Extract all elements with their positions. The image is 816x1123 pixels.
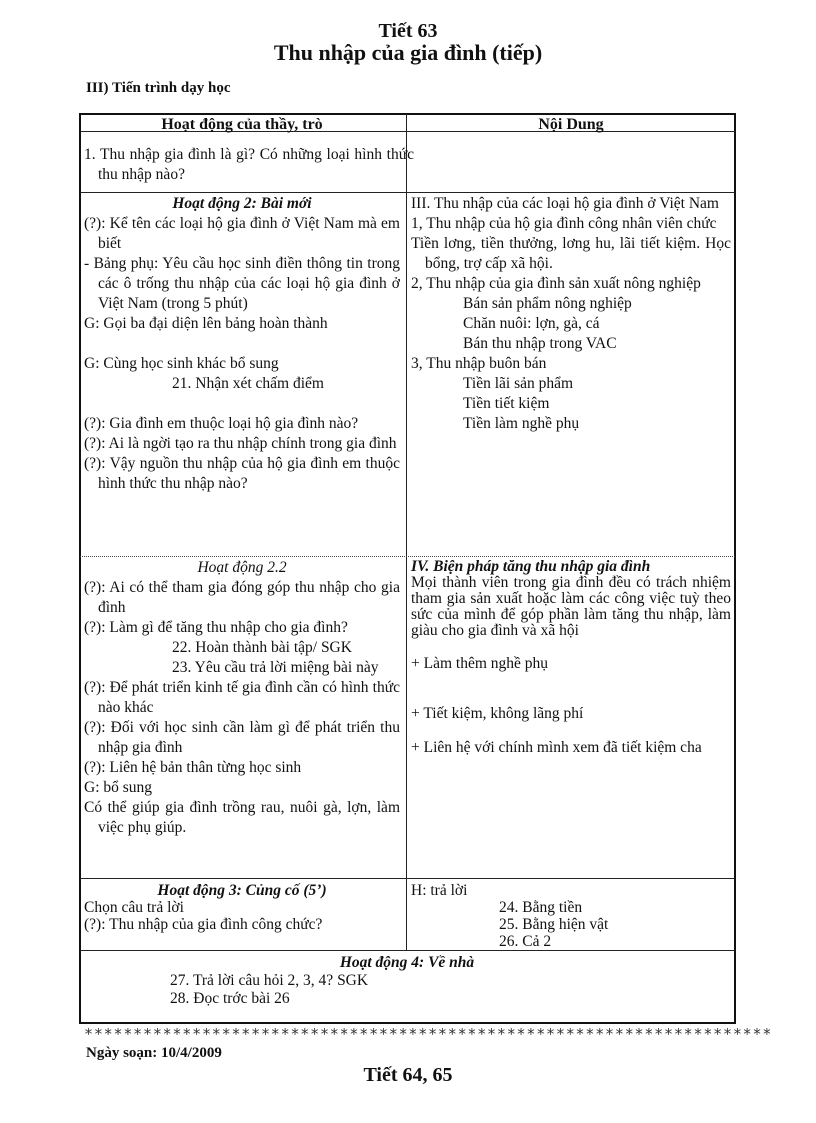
- income-types-block: [411, 194, 731, 434]
- teacher-line: Chọn câu trả lời: [84, 899, 184, 916]
- teacher-line: G: Cùng học sinh khác bổ sung: [84, 355, 279, 372]
- content-text: Mọi thành viên trong gia đình đều có trách nhiệm tham gia sản xuất hoặc làm các công việc tuỳ theo sức của mình để góp phần làm tăng thu nhập, làm giàu cho gia đình và xã hội: [411, 574, 731, 639]
- content-text: Có thể giúp gia đình trồng rau, nuôi gà, lợn, làm việc phụ giúp.: [84, 799, 400, 836]
- answer-block: [411, 882, 731, 950]
- column-header-activity: Hoạt động của thầy, trò: [161, 116, 323, 133]
- content-heading: III. Thu nhập của các loại hộ gia đình ở Việt Nam: [411, 195, 719, 212]
- answer-option: 26. Cả 2: [499, 933, 552, 950]
- activity-heading: Hoạt động 2.2: [197, 559, 287, 576]
- homework-item: 27. Trả lời câu hỏi 2, 3, 4? SGK: [170, 972, 369, 989]
- content-subitem: Tiền làm nghề phụ: [463, 415, 580, 432]
- question-line: (?): Đối với học sinh cần làm gì để phát triển thu nhập gia đình: [84, 719, 400, 756]
- question-line: (?): Thu nhập của gia đình công chức?: [84, 916, 323, 933]
- separator: **********************************************************************: [84, 1025, 773, 1043]
- row-divider: [80, 192, 735, 193]
- activity-heading: Hoạt động 4: Về nhà: [339, 954, 475, 971]
- question-line: (?): Làm gì để tăng thu nhập cho gia đình?: [84, 619, 348, 636]
- activity-2-2-block: [84, 558, 400, 838]
- next-lesson-title: Tiết 64, 65: [363, 1064, 453, 1086]
- question-line: (?): Gia đình em thuộc loại hộ gia đình nào?: [84, 415, 359, 432]
- content-item: 1, Thu nhập của hộ gia đình công nhân viên chức: [411, 215, 717, 232]
- teacher-line: G: bổ sung: [84, 779, 153, 796]
- content-subitem: Tiền lãi sản phẩm: [463, 375, 574, 392]
- numbered-step: 21. Nhận xét chấm điểm: [172, 375, 324, 392]
- content-item: 2, Thu nhập của gia đình sản xuất nông nghiệp: [411, 275, 701, 292]
- content-item: 3, Thu nhập buôn bán: [411, 355, 547, 372]
- content-item: + Làm thêm nghề phụ: [411, 655, 549, 672]
- activity-4-block: [84, 954, 730, 1008]
- content-subitem: Bán sản phẩm nông nghiệp: [463, 295, 632, 312]
- answer-label: H: trả lời: [411, 882, 468, 899]
- activity-heading: Hoạt động 3: Củng cố (5’): [157, 882, 327, 899]
- activity-2-block: [84, 194, 400, 494]
- content-text: Tiền lơng, tiền thưởng, lơng hu, lãi tiết kiệm. Học bổng, trợ cấp xã hội.: [411, 235, 731, 272]
- content-subitem: Chăn nuôi: lợn, gà, cá: [463, 315, 600, 332]
- question-line: (?): Ai là ngời tạo ra thu nhập chính trong gia đình: [84, 435, 397, 452]
- numbered-step: 22. Hoàn thành bài tập/ SGK: [172, 639, 352, 656]
- column-divider: [406, 114, 407, 950]
- review-question: 1. Thu nhập gia đình là gì? Có những loại hình thức thu nhập nào?: [84, 146, 414, 183]
- homework-item: 28. Đọc trớc bài 26: [170, 990, 290, 1007]
- column-header-content: Nội Dung: [538, 116, 604, 133]
- question-line: (?): Liên hệ bản thân từng học sinh: [84, 759, 302, 776]
- income-measures-block: [411, 558, 731, 758]
- row-divider: [80, 950, 735, 951]
- activity-3-block: [84, 882, 400, 933]
- content-heading: IV. Biện pháp tăng thu nhập gia đình: [411, 558, 651, 575]
- question-line: (?): Vậy nguồn thu nhập của hộ gia đình em thuộc hình thức thu nhập nào?: [84, 455, 400, 492]
- prepared-date: Ngày soạn: 10/4/2009: [86, 1045, 222, 1061]
- lesson-number: Tiết 63: [378, 20, 438, 42]
- question-line: (?): Ai có thể tham gia đóng góp thu nhập cho gia đình: [84, 579, 400, 616]
- section-title: III) Tiến trình dạy học: [86, 80, 231, 96]
- content-item: + Liên hệ với chính mình xem đã tiết kiệm cha: [411, 739, 702, 756]
- question-line: (?): Kể tên các loại hộ gia đình ở Việt Nam mà em biết: [84, 215, 400, 252]
- content-item: + Tiết kiệm, không lãng phí: [411, 705, 584, 722]
- activity-heading: Hoạt động 2: Bài mới: [172, 195, 312, 212]
- numbered-step: 23. Yêu cầu trả lời miệng bài này: [172, 659, 379, 676]
- answer-option: 25. Bằng hiện vật: [499, 916, 609, 933]
- content-subitem: Tiền tiết kiệm: [463, 395, 550, 412]
- content-subitem: Bán thu nhập trong VAC: [463, 335, 617, 352]
- answer-option: 24. Bằng tiền: [499, 899, 583, 916]
- teacher-line: G: Gọi ba đại diện lên bảng hoàn thành: [84, 315, 328, 332]
- row-divider: [80, 556, 735, 557]
- question-line: (?): Để phát triển kinh tế gia đình cần có hình thức nào khác: [84, 679, 400, 716]
- board-instruction: - Bảng phụ: Yêu cầu học sinh điền thông tin trong các ô trống thu nhập của các loại hộ gia đình ở Việt Nam (trong 5 phút): [84, 255, 400, 312]
- row-divider: [80, 878, 735, 879]
- lesson-title: Thu nhập của gia đình (tiếp): [273, 40, 543, 65]
